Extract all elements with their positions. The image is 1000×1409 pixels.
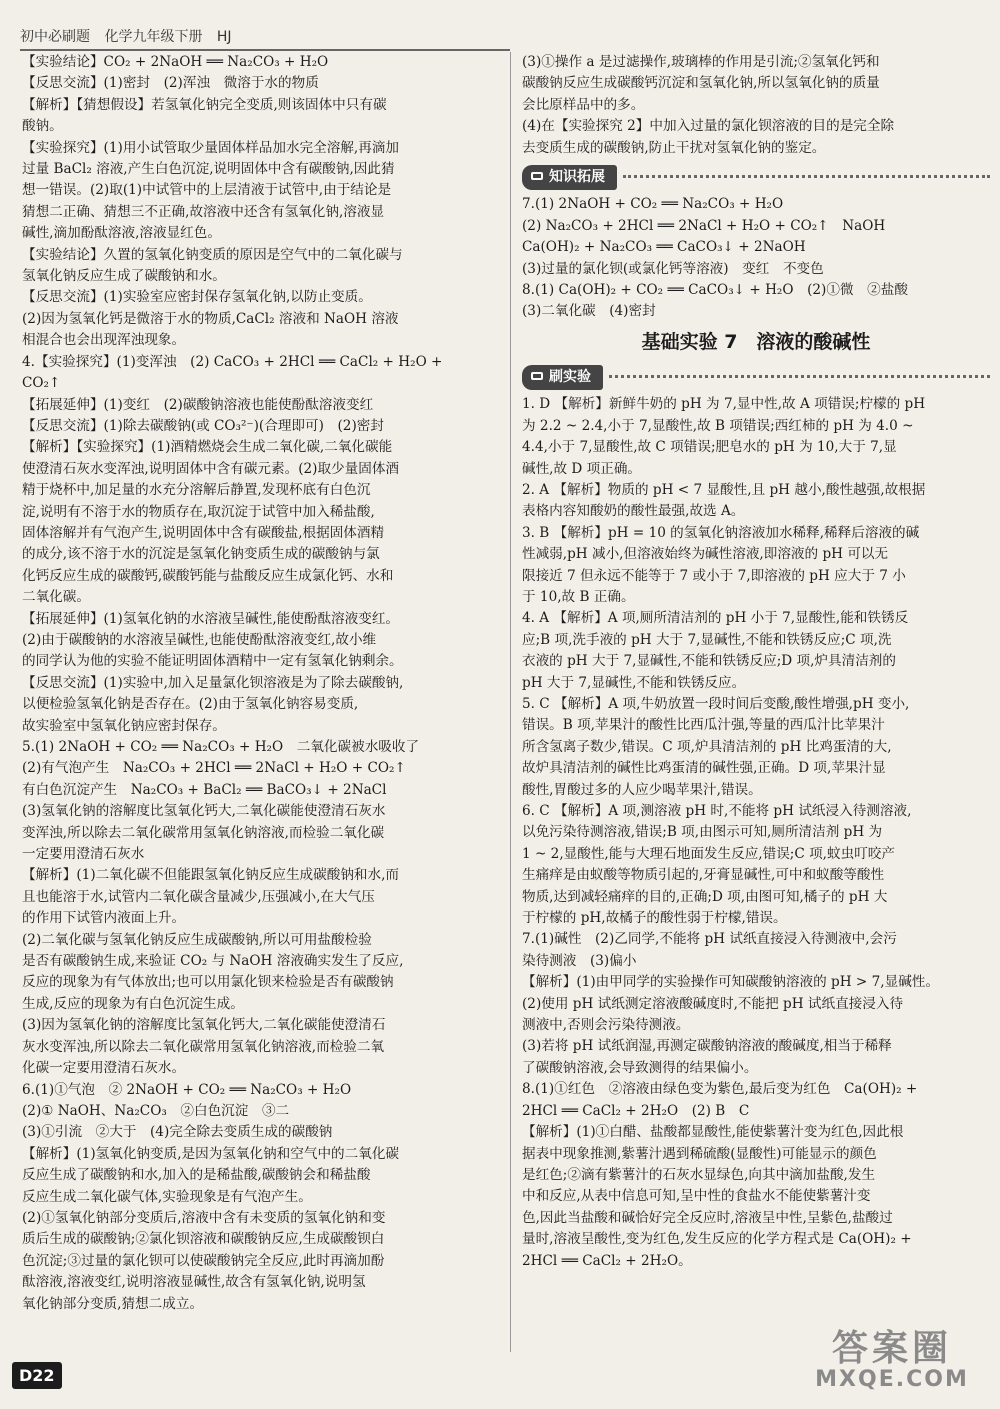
text-line: 4.4,小于 7,显酸性,故 C 项错误;肥皂水的 pH 为 10,大于 7,显 <box>522 439 897 456</box>
text-line: (3)①引流 ②大于 (4)完全除去变质生成的碳酸钠 <box>22 1124 333 1141</box>
text-line: 【反思交流】(1)实验室应密封保存氢氧化钠,以防止变质。 <box>22 289 372 306</box>
text-line: 于柠檬的 pH,故橘子的酸性弱于柠檬,错误。 <box>522 910 787 927</box>
text-line: 生痛痒是由蚁酸等物质引起的,牙膏显碱性,可中和蚁酸等酸性 <box>522 867 885 884</box>
page-header <box>20 26 242 46</box>
text-line: 【解析】【猜想假设】若氢氧化钠完全变质,则该固体中只有碳 <box>22 96 387 113</box>
text-line: 且也能溶于水,试管内二氧化碳含量减少,压强减小,在大气压 <box>22 888 375 905</box>
text-line: 的同学认为他的实验不能证明固体酒精中一定有氢氧化钠剩余。 <box>22 653 403 670</box>
section-practice-badge <box>522 365 603 390</box>
section-practice-dots <box>609 375 990 378</box>
text-line: 【实验探究】(1)用小试管取少量固体样品加水完全溶解,再滴加 <box>22 139 400 156</box>
text-line: 灰水变浑浊,所以除去二氧化碳常用氢氧化钠溶液,而检验二氧 <box>22 1038 385 1055</box>
text-line: 性减弱,pH 减小,但溶液始终为碱性溶液,即溶液的 pH 可以无 <box>522 546 889 563</box>
text-line: 测液中,否则会污染待测液。 <box>522 1017 690 1034</box>
text-line: 以便检验氢氧化钠是否存在。(2)由于氢氧化钠容易变质, <box>22 696 359 713</box>
text-line: Ca(OH)₂ + Na₂CO₃ ══ CaCO₃↓ + 2NaOH <box>522 239 806 256</box>
text-line: 8.(1)①红色 ②溶液由绿色变为紫色,最后变为红色 Ca(OH)₂ + <box>522 1081 918 1098</box>
text-line: 为 2.2 ~ 2.4,小于 7,显酸性,故 B 项错误;西红柿的 pH 为 4.0 ~ <box>522 417 914 434</box>
header-book-title: 初中必刷题 <box>20 29 90 45</box>
text-line: (2)使用 pH 试纸测定溶液酸碱度时,不能把 pH 试纸直接浸入待 <box>522 995 904 1012</box>
text-line: 了碳酸钠溶液,会导致测得的结果偏小。 <box>522 1059 758 1076</box>
text-line: (3)若将 pH 试纸润湿,再测定碳酸钠溶液的酸碱度,相当于稀释 <box>522 1038 892 1055</box>
text-line: 故实验室中氢氧化钠应密封保存。 <box>22 717 226 734</box>
text-line: 想一错误。(2)取(1)中试管中的上层清液于试管中,由于结论是 <box>22 182 392 199</box>
text-line: 3. B 【解析】pH = 10 的氢氧化钠溶液加水稀释,稀释后溶液的碱 <box>522 524 920 541</box>
text-line: 固体溶解并有气泡产生,说明固体中含有碳酸盐,根据固体酒精 <box>22 524 385 541</box>
text-line: 衣液的 pH 大于 7,显碱性,不能和铁锈反应;D 项,炉具清洁剂的 <box>522 653 896 670</box>
text-line: 碳酸钠反应生成碳酸钙沉淀和氢氧化钠,所以氢氧化钠的质量 <box>522 75 880 92</box>
text-line: 相混合也会出现浑浊现象。 <box>22 332 186 349</box>
text-line: 会比原样品中的多。 <box>522 96 645 113</box>
text-line: 的成分,该不溶于水的沉淀是氢氧化钠变质生成的碳酸钠与氯 <box>22 546 380 563</box>
right-column <box>522 52 990 1272</box>
text-line: 猜想二正确、猜想三不正确,故溶液中还含有氢氧化钠,溶液显 <box>22 203 385 220</box>
text-line: 8.(1) Ca(OH)₂ + CO₂ ══ CaCO₃↓ + H₂O (2)①微 ②盐酸 <box>522 282 908 299</box>
text-line: 5. C 【解析】A 项,牛奶放置一段时间后变酸,酸性增强,pH 变小, <box>522 695 910 712</box>
text-line: 【解析】(1)氢氧化钠变质,是因为氢氧化钠和空气中的二氧化碳 <box>22 1145 400 1162</box>
text-line: 错误。B 项,苹果汁的酸性比西瓜汁强,等量的西瓜汁比苹果汁 <box>522 717 885 734</box>
text-line: 氢氧化钠反应生成了碳酸钠和水。 <box>22 268 226 285</box>
section-knowledge-dots <box>623 175 990 178</box>
text-line: 【反思交流】(1)实验中,加入足量氯化钡溶液是为了除去碳酸钠, <box>22 674 404 691</box>
text-line: (2)因为氢氧化钙是微溶于水的物质,CaCl₂ 溶液和 NaOH 溶液 <box>22 310 399 327</box>
text-line: 【解析】(1)由甲同学的实验操作可知碳酸钠溶液的 pH > 7,显碱性。 <box>522 974 939 991</box>
text-line: 反应生成二氧化碳气体,实验现象是有气泡产生。 <box>22 1188 312 1205</box>
experiment-title: 基础实验 7 溶液的酸碱性 <box>641 330 871 353</box>
page-number: D22 <box>12 1362 62 1389</box>
text-line: (4)在【实验探究 2】中加入过量的氯化钡溶液的目的是完全除 <box>522 118 895 135</box>
text-line: 量时,溶液呈酸性,变为红色,发生反应的化学方程式是 Ca(OH)₂ + <box>522 1231 912 1248</box>
text-line: (3)过量的氯化钡(或氯化钙等溶液) 变红 不变色 <box>522 260 824 277</box>
text-line: 于 10,故 B 正确。 <box>522 588 635 605</box>
text-line: 2HCl ══ CaCl₂ + 2H₂O。 <box>522 1252 692 1269</box>
text-line: 以免污染待测溶液,错误;B 项,由图示可知,厕所清洁剂 pH 为 <box>522 824 883 841</box>
text-line: 去变质生成的碳酸钠,防止干扰对氢氧化钠的鉴定。 <box>522 139 826 156</box>
text-line: 6. C 【解析】A 项,测溶液 pH 时,不能将 pH 试纸浸入待测溶液, <box>522 803 912 819</box>
text-line: 氧化钠部分变质,猜想二成立。 <box>22 1295 204 1312</box>
text-line: (2)① NaOH、Na₂CO₃ ②白色沉淀 ③二 <box>22 1102 290 1119</box>
text-line: (3)氢氧化钠的溶解度比氢氧化钙大,二氧化碳能使澄清石灰水 <box>22 803 386 820</box>
column-divider <box>510 52 511 1352</box>
header-edition: HJ <box>216 29 232 45</box>
text-line: 限接近 7 但永远不能等于 7 或小于 7,即溶液的 pH 应大于 7 小 <box>522 567 906 584</box>
header-subject: 化学九年级下册 <box>104 29 203 45</box>
text-line: 中和反应,从表中信息可知,呈中性的食盐水不能使紫薯汁变 <box>522 1188 871 1205</box>
text-line: 7.(1)碱性 (2)乙同学,不能将 pH 试纸直接浸入待测液中,会污 <box>522 931 897 948</box>
text-line: 【实验结论】CO₂ + 2NaOH ══ Na₂CO₃ + H₂O <box>22 54 329 70</box>
text-line: 据表中现象推测,紫薯汁遇到稀硫酸(显酸性)可能显示的颜色 <box>522 1145 877 1162</box>
text-line: 有白色沉淀产生 Na₂CO₃ + BaCl₂ ══ BaCO₃↓ + 2NaCl <box>22 781 387 798</box>
text-line: 【解析】(1)①白醋、盐酸都显酸性,能使紫薯汁变为红色,因此根 <box>522 1124 904 1141</box>
text-line: 表格内容知酸奶的酸性最强,故选 A。 <box>522 503 745 520</box>
text-line: (3)二氧化碳 (4)密封 <box>522 303 656 320</box>
text-line: 化碳一定要用澄清石灰水。 <box>22 1060 186 1077</box>
section-knowledge-badge <box>522 165 617 190</box>
text-line: 所含氢离子数少,错误。C 项,炉具清洁剂的 pH 比鸡蛋清的大, <box>522 738 892 755</box>
text-line: 淀,说明有不溶于水的物质存在,取沉淀于试管中加入稀盐酸, <box>22 503 375 520</box>
section-practice-row <box>522 359 990 394</box>
left-column <box>22 52 497 1315</box>
text-line: 的作用下试管内液面上升。 <box>22 910 186 927</box>
text-line: (3)因为氢氧化钠的溶解度比氢氧化钙大,二氧化碳能使澄清石 <box>22 1017 386 1034</box>
text-line: 酸性,胃酸过多的人应少喝苹果汁,错误。 <box>522 781 762 798</box>
text-line: (2)二氧化碳与氢氧化钠反应生成碳酸钠,所以可用盐酸检验 <box>22 931 372 948</box>
text-line: 【解析】(1)二氧化碳不但能跟氢氧化钠反应生成碳酸钠和水,而 <box>22 867 400 884</box>
text-line: 色沉淀;③过量的氯化钡可以使碳酸钠完全反应,此时再滴加酚 <box>22 1252 385 1269</box>
text-line: CO₂↑ <box>22 375 61 392</box>
text-line: 【实验结论】久置的氢氧化钠变质的原因是空气中的二氧化碳与 <box>22 246 403 263</box>
text-line: 【拓展延伸】(1)变红 (2)碳酸钠溶液也能使酚酞溶液变红 <box>22 396 374 413</box>
brush-icon <box>530 169 544 183</box>
text-line: 反应生成了碳酸钠和水,加入的是稀盐酸,碳酸钠会和稀盐酸 <box>22 1167 371 1184</box>
text-line: (2)有气泡产生 Na₂CO₃ + 2HCl ══ 2NaCl + H₂O + CO₂↑ <box>22 760 406 777</box>
text-line: 是否有碳酸钠生成,来验证 CO₂ 与 NaOH 溶液确实发生了反应, <box>22 953 404 970</box>
text-line: 4.【实验探究】(1)变浑浊 (2) CaCO₃ + 2HCl ══ CaCl₂ + H₂O + <box>22 353 443 370</box>
text-line: 酸钠。 <box>22 118 63 135</box>
text-line: 是红色;②滴有紫薯汁的石灰水显绿色,向其中滴加盐酸,发生 <box>522 1166 876 1183</box>
text-line: 1 ~ 2,显酸性,能与大理石地面发生反应,错误;C 项,蚊虫叮咬产 <box>522 845 895 862</box>
right-bottom-block <box>522 394 990 1272</box>
text-line: 1. D 【解析】新鲜牛奶的 pH 为 7,显中性,故 A 项错误;柠檬的 pH <box>522 396 926 413</box>
text-line: 【拓展延伸】(1)氢氧化钠的水溶液呈碱性,能使酚酞溶液变红。 <box>22 610 400 627</box>
text-line: (2) Na₂CO₃ + 2HCl ══ 2NaCl + H₂O + CO₂↑ NaOH <box>522 217 886 234</box>
text-line: 【反思交流】(1)除去碳酸钠(或 CO₃²⁻)(合理即可) (2)密封 <box>22 417 384 434</box>
text-line: 应;B 项,洗手液的 pH 大于 7,显碱性,不能和铁锈反应;C 项,洗 <box>522 631 892 648</box>
text-line: (2)①氢氧化钠部分变质后,溶液中含有未变质的氢氧化钠和变 <box>22 1209 386 1226</box>
text-line: 【反思交流】(1)密封 (2)浑浊 微溶于水的物质 <box>22 75 319 92</box>
text-line: 过量 BaCl₂ 溶液,产生白色沉淀,说明固体中含有碳酸钠,因此猜 <box>22 161 395 178</box>
text-line: 化钙反应生成的碳酸钙,碳酸钙能与盐酸反应生成氯化钙、水和 <box>22 567 394 584</box>
text-line: 使澄清石灰水变浑浊,说明固体中含有碳元素。(2)取少量固体酒 <box>22 460 400 477</box>
right-top-block <box>522 52 990 159</box>
text-line: 质后生成的碳酸钠;②氯化钡溶液和碳酸钠反应,生成碳酸钡白 <box>22 1231 385 1248</box>
text-line: 2HCl ══ CaCl₂ + 2H₂O (2) B C <box>522 1102 750 1119</box>
text-line: 酞溶液,溶液变红,说明溶液显碱性,故含有氢氧化钠,说明氢 <box>22 1274 366 1291</box>
header-rule <box>20 49 510 51</box>
brush-icon <box>530 369 544 383</box>
text-line: 物质,达到减轻痛痒的目的,正确;D 项,由图可知,橘子的 pH 大 <box>522 888 888 905</box>
text-line: 5.(1) 2NaOH + CO₂ ══ Na₂CO₃ + H₂O 二氧化碳被水吸收了 <box>22 739 420 755</box>
text-line: 4. A 【解析】A 项,厕所清洁剂的 pH 小于 7,显酸性,能和铁锈反 <box>522 610 909 627</box>
text-line: 6.(1)①气泡 ② 2NaOH + CO₂ ══ Na₂CO₃ + H₂O <box>22 1081 352 1098</box>
text-line: 一定要用澄清石灰水 <box>22 846 145 863</box>
text-line: 2. A 【解析】物质的 pH < 7 显酸性,且 pH 越小,酸性越强,故根据 <box>522 481 926 498</box>
right-mid-block <box>522 194 990 322</box>
watermark-top: 答案圈 <box>831 1328 952 1369</box>
text-line: 染待测液 (3)偏小 <box>522 952 637 969</box>
text-line: 变浑浊,所以除去二氧化碳常用氢氧化钠溶液,而检验二氧化碳 <box>22 824 385 841</box>
text-line: 反应的现象为有气体放出;也可以用氯化钡来检验是否有碳酸钠 <box>22 974 394 991</box>
text-line: pH 大于 7,显碱性,不能和铁锈反应。 <box>522 674 746 691</box>
text-line: 精于烧杯中,加足量的水充分溶解后静置,发现杯底有白色沉 <box>22 482 371 499</box>
text-line: 7.(1) 2NaOH + CO₂ ══ Na₂CO₃ + H₂O <box>522 196 784 213</box>
text-line: 碱性,故 D 项正确。 <box>522 460 642 477</box>
text-line: 生成,反应的现象为有白色沉淀生成。 <box>22 995 244 1012</box>
watermark-bottom: MXQE.COM <box>815 1367 969 1392</box>
text-line: 二氧化碳。 <box>22 589 90 606</box>
text-line: (2)由于碳酸钠的水溶液呈碱性,也能使酚酞溶液变红,故小维 <box>22 631 377 648</box>
section-practice-label: 刷实验 <box>549 368 591 385</box>
text-line: (3)①操作 a 是过滤操作,玻璃棒的作用是引流;②氢氧化钙和 <box>522 54 880 70</box>
text-line: 【解析】【实验探究】(1)酒精燃烧会生成二氧化碳,二氧化碳能 <box>22 439 393 456</box>
watermark-logo <box>792 1320 992 1402</box>
text-line: 故炉具清洁剂的碱性比鸡蛋清的碱性强,正确。D 项,苹果汁显 <box>522 760 886 777</box>
section-knowledge-row <box>522 159 990 194</box>
text-line: 色,因此当盐酸和碱恰好完全反应时,溶液呈中性,呈紫色,盐酸过 <box>522 1209 893 1226</box>
text-line: 碱性,滴加酚酞溶液,溶液显红色。 <box>22 225 221 242</box>
section-knowledge-label: 知识拓展 <box>549 169 605 186</box>
